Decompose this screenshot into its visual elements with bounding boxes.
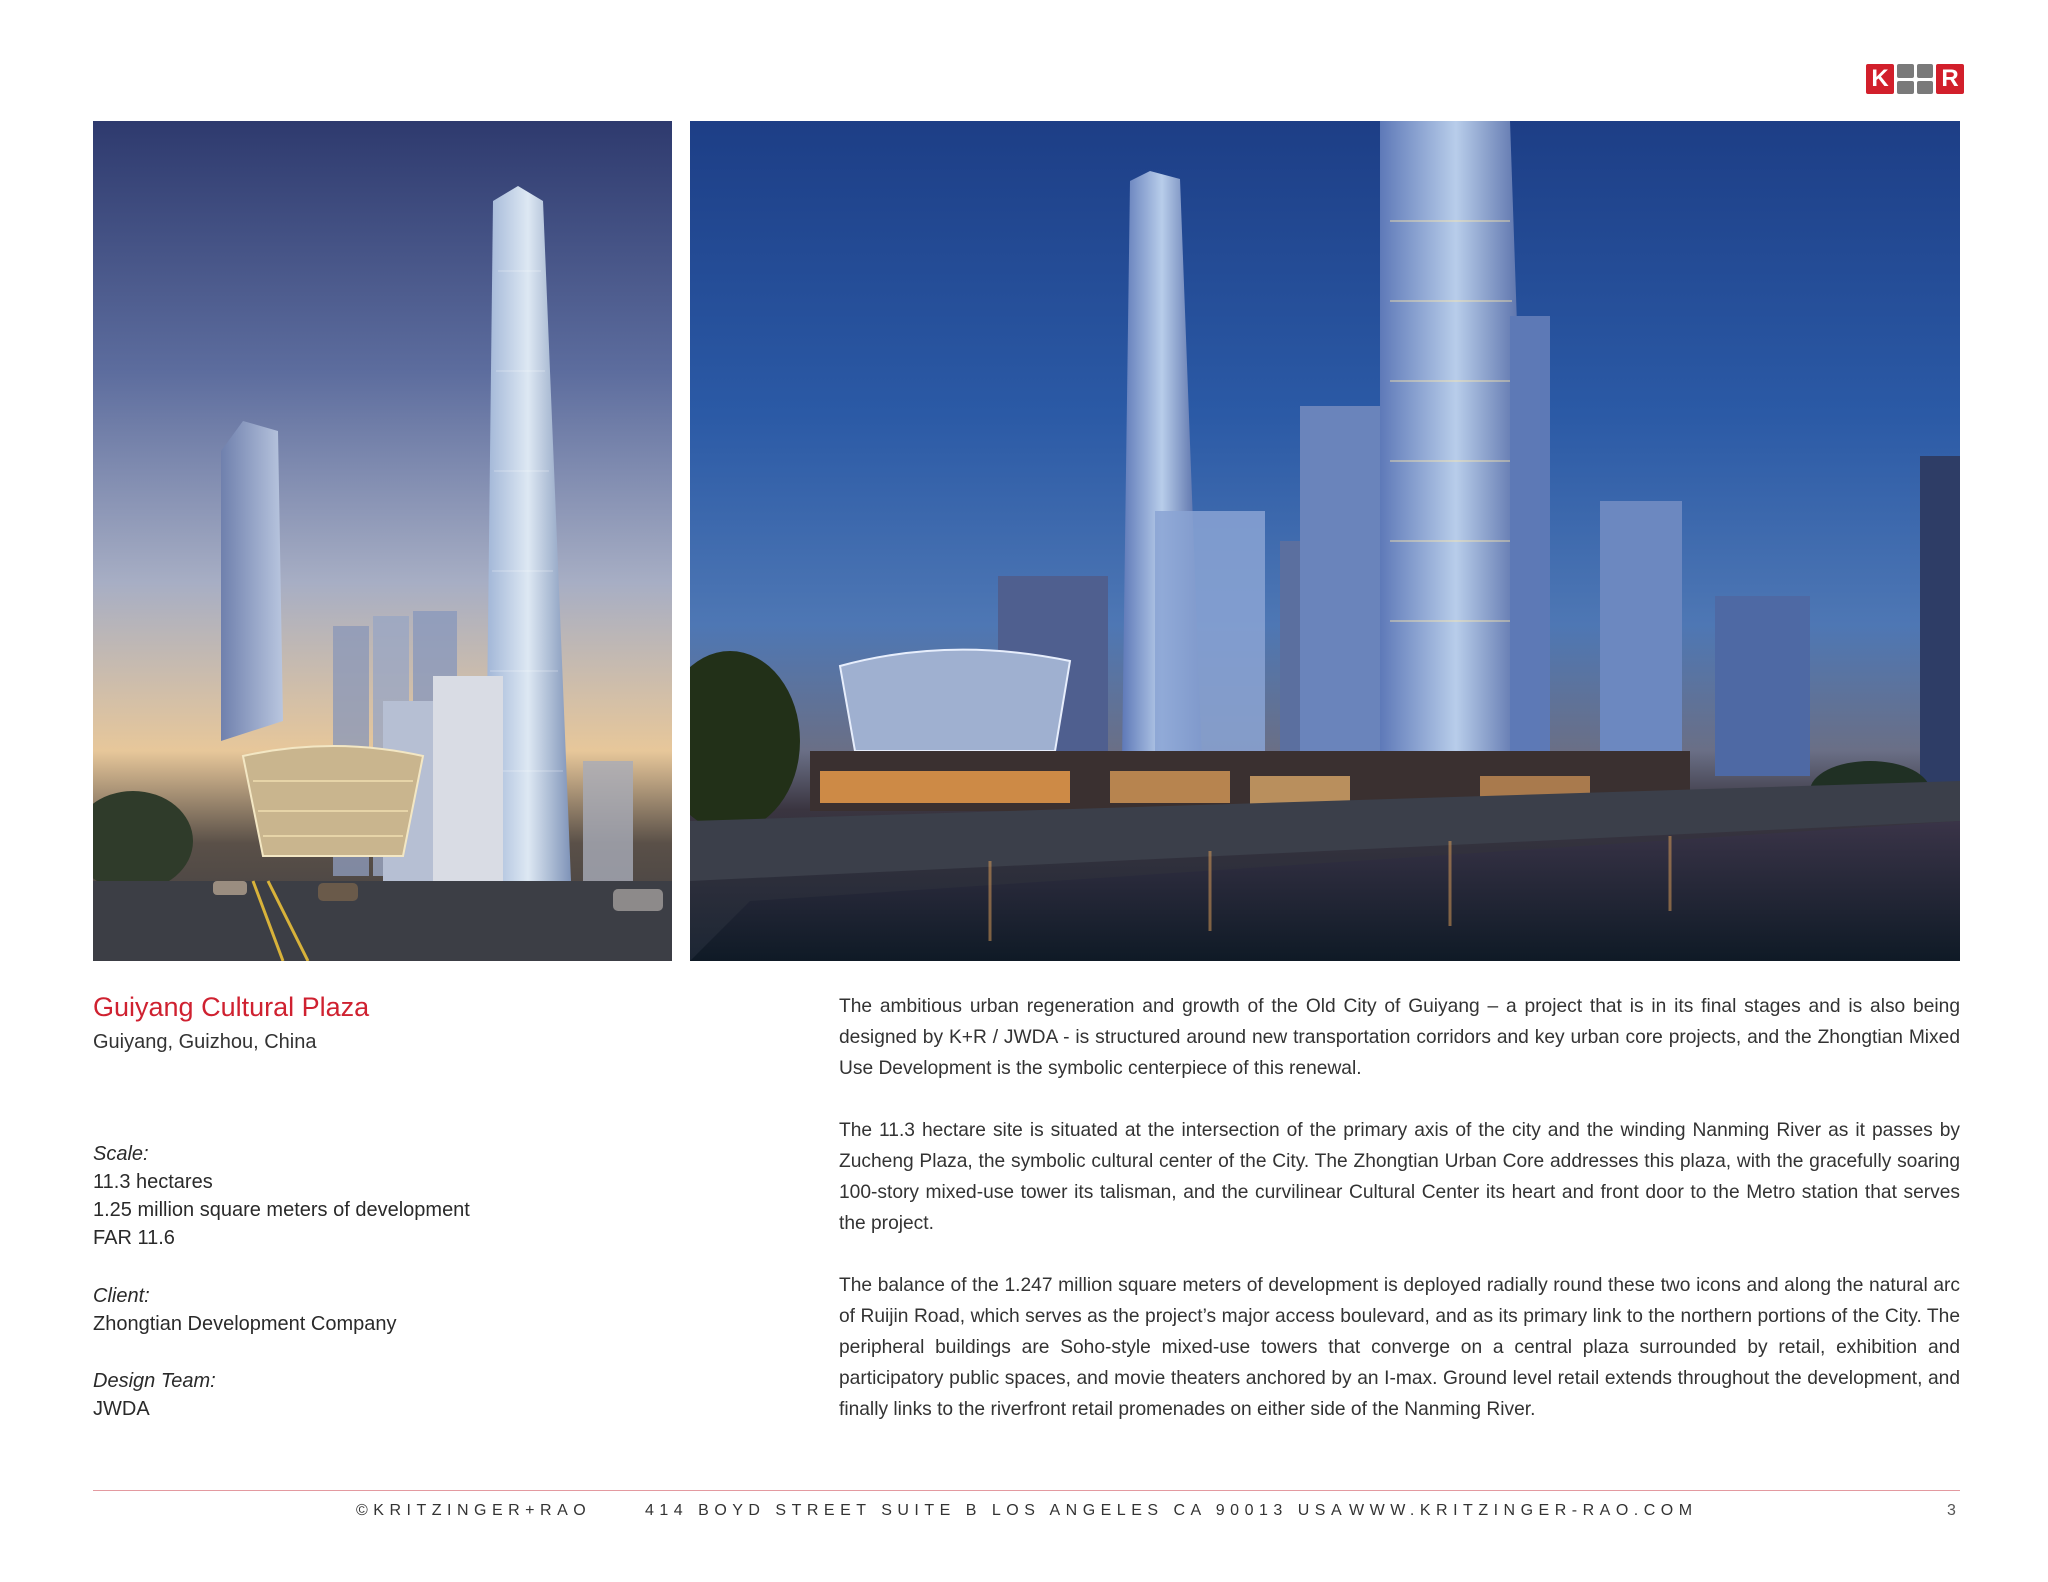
left-rendering-image [93, 121, 672, 961]
footer-copyright: ©KRITZINGER+RAO [356, 1502, 592, 1519]
logo-dots-icon [1897, 64, 1933, 94]
design-team-section [93, 1367, 613, 1423]
scale-value: 1.25 million square meters of development [93, 1199, 470, 1221]
description-paragraph: The balance of the 1.247 million square meters of development is deployed radially round these two icons and along the natural arc of Ruijin Road, which serves as the project’s major access boulevard, and as its primary link to the northern portions of the City. The peripheral buildings are Soho-style mixed-use towers that converge on a central plaza surrounded by retail, exhibition and participatory public spaces, and movie theaters anchored by an I-max. Ground level retail extends throughout the development, and finally links to the riverfront retail promenades on either side of the Nanming River. [839, 1275, 1960, 1420]
client-label: Client: [93, 1285, 150, 1307]
footer-website-link[interactable]: WWW.KRITZINGER-RAO.COM [1349, 1502, 1698, 1519]
scale-value: 11.3 hectares [93, 1171, 213, 1193]
design-team-value: JWDA [93, 1398, 150, 1420]
kr-logo [1866, 64, 1964, 94]
client-value: Zhongtian Development Company [93, 1313, 397, 1335]
footer-address: 414 BOYD STREET SUITE B LOS ANGELES CA 90013 USA [645, 1502, 1348, 1519]
description-paragraph: The 11.3 hectare site is situated at the intersection of the primary axis of the city and the winding Nanming River as it passes by Zucheng Plaza, the symbolic cultural center of the City. The Zhongtian Urban Core addresses this plaza, with the gracefully soaring 100-story mixed-use tower its talisman, and the curvilinear Cultural Center its heart and front door to the Metro station that serves the project. [839, 1120, 1960, 1234]
client-section [93, 1282, 613, 1338]
design-team-label: Design Team: [93, 1370, 216, 1392]
description-paragraph: The ambitious urban regeneration and growth of the Old City of Guiyang – a project that is in its final stages and is also being designed by K+R / JWDA - is structured around new transportation corridors and key urban core projects, and the Zhongtian Mixed Use Development is the symbolic centerpiece of this renewal. [839, 996, 1960, 1079]
footer-divider [93, 1490, 1960, 1491]
page-number: 3 [1947, 1502, 1956, 1519]
right-rendering-image [690, 121, 1960, 961]
scale-section [93, 1140, 613, 1252]
logo-letter-r: R [1936, 64, 1964, 94]
project-description [839, 991, 1960, 1456]
project-location: Guiyang, Guizhou, China [93, 1031, 317, 1053]
logo-letter-k: K [1866, 64, 1894, 94]
scale-label: Scale: [93, 1143, 149, 1165]
scale-value: FAR 11.6 [93, 1227, 175, 1249]
project-title: Guiyang Cultural Plaza [93, 992, 370, 1022]
